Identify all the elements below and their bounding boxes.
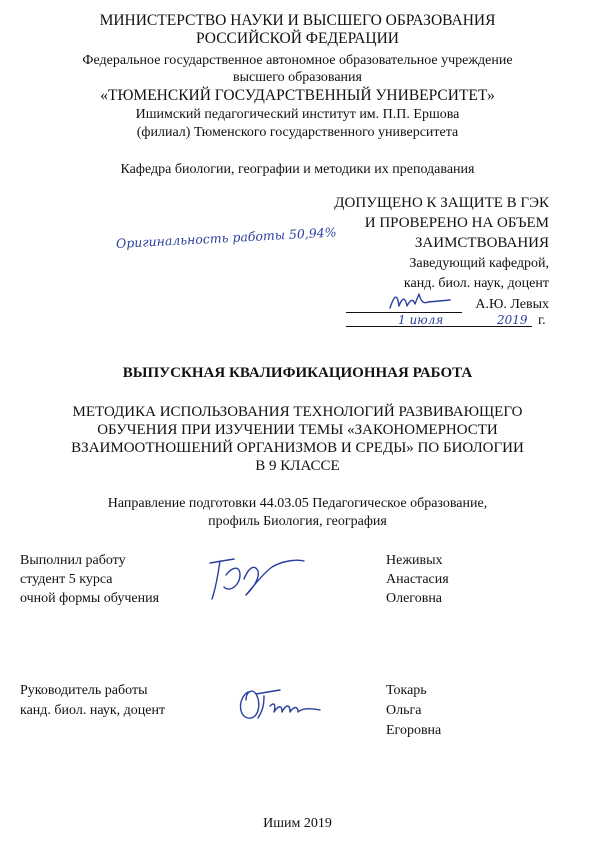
head-title: Заведующий кафедрой, bbox=[409, 256, 549, 271]
handwritten-date-year: 2019 bbox=[497, 313, 528, 327]
date-year-suffix: г. bbox=[538, 313, 546, 328]
head-signature bbox=[388, 288, 458, 312]
head-name: А.Ю. Левых bbox=[475, 297, 549, 312]
branch-line-1: Ишимский педагогический институт им. П.П. Ершова bbox=[135, 107, 460, 122]
author-first-name: Анастасия bbox=[386, 572, 449, 587]
department-name: Кафедра биологии, географии и методики их преподавания bbox=[120, 162, 475, 177]
author-label-2: студент 5 курса bbox=[20, 572, 113, 587]
handwritten-originality: Оригинальность работы 50,94% bbox=[115, 224, 337, 251]
place-year: Ишим 2019 bbox=[263, 816, 332, 831]
work-title-line-3: ВЗАИМООТНОШЕНИЙ ОРГАНИЗМОВ И СРЕДЫ» ПО БИОЛОГИИ bbox=[71, 440, 524, 456]
direction-line-1: Направление подготовки 44.03.05 Педагогическое образование, bbox=[107, 496, 488, 511]
supervisor-signature bbox=[236, 682, 324, 724]
head-degree: канд. биол. наук, доцент bbox=[403, 276, 549, 291]
institution-line-1: Федеральное государственное автономное образовательное учреждение bbox=[82, 53, 513, 68]
approval-line-2: И ПРОВЕРЕНО НА ОБЪЕМ bbox=[364, 215, 549, 231]
author-surname: Неживых bbox=[386, 553, 443, 568]
supervisor-first-name: Ольга bbox=[386, 703, 422, 718]
supervisor-patronymic: Егоровна bbox=[386, 723, 442, 738]
branch-line-2: (филиал) Тюменского государственного университета bbox=[136, 125, 459, 140]
work-type: ВЫПУСКНАЯ КВАЛИФИКАЦИОННАЯ РАБОТА bbox=[122, 365, 473, 381]
supervisor-label-1: Руководитель работы bbox=[20, 683, 148, 698]
work-title-line-2: ОБУЧЕНИЯ ПРИ ИЗУЧЕНИИ ТЕМЫ «ЗАКОНОМЕРНОСТИ bbox=[97, 422, 498, 438]
author-label-3: очной формы обучения bbox=[20, 591, 160, 606]
supervisor-surname: Токарь bbox=[386, 683, 427, 698]
approval-line-3: ЗАИМСТВОВАНИЯ bbox=[414, 235, 549, 251]
author-signature bbox=[206, 553, 308, 603]
ministry-line-2: РОССИЙСКОЙ ФЕДЕРАЦИИ bbox=[196, 30, 399, 47]
approval-line-1: ДОПУЩЕНО К ЗАЩИТЕ В ГЭК bbox=[334, 195, 549, 211]
university-name: «ТЮМЕНСКИЙ ГОСУДАРСТВЕННЫЙ УНИВЕРСИТЕТ» bbox=[100, 87, 495, 104]
direction-line-2: профиль Биология, география bbox=[208, 514, 387, 529]
handwritten-date-day: 1 июля bbox=[398, 313, 444, 327]
work-title-line-4: В 9 КЛАССЕ bbox=[255, 458, 340, 474]
supervisor-label-2: канд. биол. наук, доцент bbox=[20, 703, 166, 718]
institution-line-2: высшего образования bbox=[233, 70, 362, 85]
ministry-line-1: МИНИСТЕРСТВО НАУКИ И ВЫСШЕГО ОБРАЗОВАНИЯ bbox=[99, 12, 496, 29]
work-title-line-1: МЕТОДИКА ИСПОЛЬЗОВАНИЯ ТЕХНОЛОГИЙ РАЗВИВАЮЩЕГО bbox=[72, 404, 523, 420]
author-patronymic: Олеговна bbox=[386, 591, 443, 606]
author-label-1: Выполнил работу bbox=[20, 553, 126, 568]
